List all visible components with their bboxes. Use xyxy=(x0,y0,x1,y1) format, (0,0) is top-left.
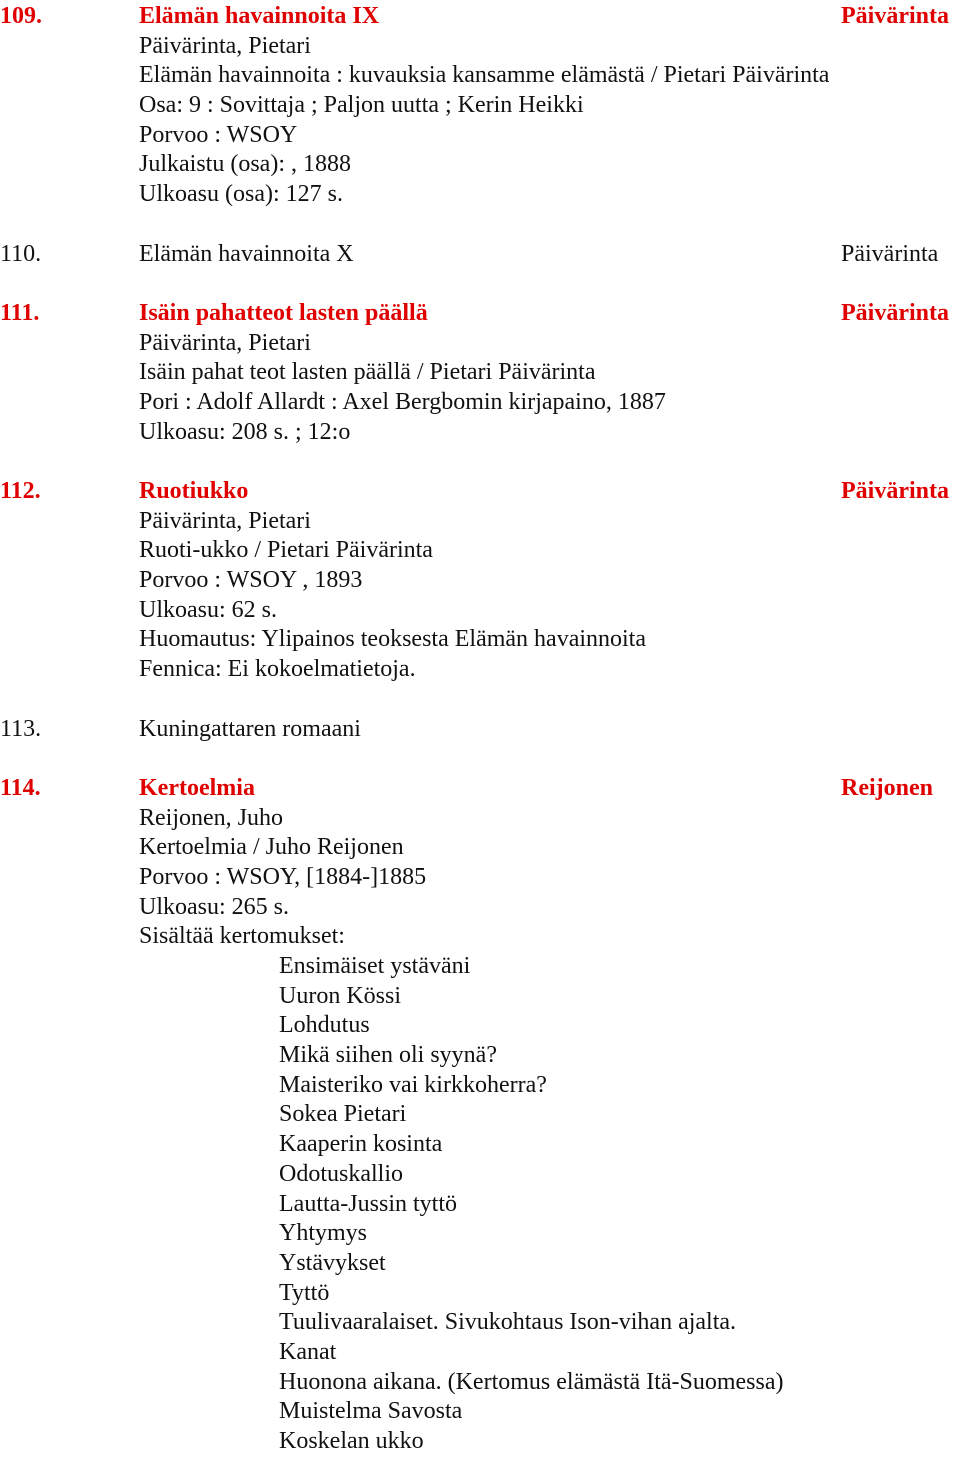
story-item xyxy=(0,1368,960,1398)
story-title: Maisteriko vai kirkkoherra? xyxy=(279,1071,547,1098)
entry-title: Elämän havainnoita X xyxy=(139,240,354,267)
detail-text: Huomautus: Ylipainos teoksesta Elämän havainnoita xyxy=(139,626,646,653)
blank-line xyxy=(0,269,960,299)
detail-text: Porvoo : WSOY xyxy=(139,121,298,148)
document-page xyxy=(0,2,960,1457)
entry-detail xyxy=(0,804,960,834)
entry-detail xyxy=(0,329,960,359)
story-item xyxy=(0,1130,960,1160)
entry-detail xyxy=(0,833,960,863)
story-item xyxy=(0,1308,960,1338)
story-item xyxy=(0,1071,960,1101)
detail-text: Päivärinta, Pietari xyxy=(139,507,311,534)
story-title: Tuulivaaralaiset. Sivukohtaus Ison-vihan ajalta. xyxy=(279,1309,737,1336)
story-title: Ensimäiset ystäväni xyxy=(279,953,471,979)
entry-header xyxy=(0,2,960,32)
detail-text: Sisältää kertomukset: xyxy=(139,923,345,950)
entry-author: Reijonen xyxy=(841,774,933,801)
entry-detail xyxy=(0,121,960,151)
detail-text: Porvoo : WSOY , 1893 xyxy=(139,567,363,594)
entry-detail xyxy=(0,32,960,62)
story-item xyxy=(0,1397,960,1427)
detail-text: Osa: 9 : Sovittaja ; Paljon uutta ; Kerin Heikki xyxy=(139,92,584,119)
story-item xyxy=(0,1219,960,1249)
entry-detail xyxy=(0,91,960,121)
detail-text: Julkaistu (osa): , 1888 xyxy=(139,151,351,178)
entry-number: 113. xyxy=(0,715,42,742)
story-title: Yhtymys xyxy=(279,1220,368,1247)
story-title: Tyttö xyxy=(279,1279,330,1306)
detail-text: Ulkoasu: 62 s. xyxy=(139,596,277,623)
entry-title: Kuningattaren romaani xyxy=(139,715,361,742)
detail-text: Reijonen, Juho xyxy=(139,804,283,831)
story-item xyxy=(0,1427,960,1457)
story-item xyxy=(0,1160,960,1190)
detail-text: Ulkoasu (osa): 127 s. xyxy=(139,181,343,208)
story-item xyxy=(0,1190,960,1220)
blank-line xyxy=(0,685,960,715)
entry-header xyxy=(0,715,960,745)
story-title: Lohdutus xyxy=(279,1012,370,1039)
entry-number: 114. xyxy=(0,774,41,801)
entry-detail xyxy=(0,358,960,388)
detail-text: Isäin pahat teot lasten päällä / Pietari Päivärinta xyxy=(139,359,596,386)
entry-header xyxy=(0,774,960,804)
entry-author: Päivärinta xyxy=(841,3,949,29)
entry-detail xyxy=(0,61,960,91)
entry-number: 110. xyxy=(0,240,42,267)
entry-header xyxy=(0,240,960,270)
story-title: Ystävykset xyxy=(279,1249,386,1276)
entry-author: Päivärinta xyxy=(841,299,949,326)
entry-detail xyxy=(0,180,960,210)
entry-number: 112. xyxy=(0,478,41,504)
story-title: Lautta-Jussin tyttö xyxy=(279,1190,457,1217)
entry-detail xyxy=(0,566,960,596)
story-item xyxy=(0,1279,960,1309)
story-item xyxy=(0,1338,960,1368)
story-title: Kaaperin kosinta xyxy=(279,1131,443,1158)
detail-text: Päivärinta, Pietari xyxy=(139,329,311,356)
story-title: Mikä siihen oli syynä? xyxy=(279,1042,497,1069)
blank-line xyxy=(0,210,960,240)
story-title: Odotuskallio xyxy=(279,1160,403,1187)
detail-text: Porvoo : WSOY, [1884-]1885 xyxy=(139,863,427,890)
entry-detail xyxy=(0,655,960,685)
entry-title: Kertoelmia xyxy=(139,774,255,801)
story-title: Kanat xyxy=(279,1338,337,1365)
detail-text: Elämän havainnoita : kuvauksia kansamme elämästä / Pietari Päivärinta xyxy=(139,62,830,89)
detail-text: Pori : Adolf Allardt : Axel Bergbomin kirjapaino, 1887 xyxy=(139,388,666,415)
detail-text: Ruoti-ukko / Pietari Päivärinta xyxy=(139,537,433,564)
story-title: Huonona aikana. (Kertomus elämästä Itä-Suomessa) xyxy=(279,1368,784,1395)
entry-detail xyxy=(0,536,960,566)
entry-header xyxy=(0,477,960,507)
story-item xyxy=(0,952,960,982)
entry-detail xyxy=(0,388,960,418)
story-item xyxy=(0,1100,960,1130)
story-item xyxy=(0,1011,960,1041)
detail-text: Kertoelmia / Juho Reijonen xyxy=(139,834,404,861)
story-item xyxy=(0,1249,960,1279)
entry-title: Isäin pahatteot lasten päällä xyxy=(139,299,428,326)
story-item xyxy=(0,982,960,1012)
detail-text: Ulkoasu: 208 s. ; 12:o xyxy=(139,418,351,445)
entry-detail xyxy=(0,863,960,893)
detail-text: Fennica: Ei kokoelmatietoja. xyxy=(139,656,416,683)
entry-header xyxy=(0,299,960,329)
story-title: Koskelan ukko xyxy=(279,1428,424,1454)
entry-number: 111. xyxy=(0,299,40,326)
entry-detail xyxy=(0,893,960,923)
entry-detail xyxy=(0,418,960,448)
entry-author: Päivärinta xyxy=(841,478,949,504)
blank-line xyxy=(0,447,960,477)
detail-text: Ulkoasu: 265 s. xyxy=(139,893,289,920)
entry-detail xyxy=(0,625,960,655)
story-title: Uuron Kössi xyxy=(279,982,402,1009)
story-title: Sokea Pietari xyxy=(279,1101,407,1128)
story-title: Muistelma Savosta xyxy=(279,1398,463,1425)
detail-text: Päivärinta, Pietari xyxy=(139,32,311,59)
entry-detail xyxy=(0,507,960,537)
entry-number: 109. xyxy=(0,3,42,29)
entry-detail xyxy=(0,922,960,952)
story-item xyxy=(0,1041,960,1071)
blank-line xyxy=(0,744,960,774)
entry-author: Päivärinta xyxy=(841,240,939,267)
entry-detail xyxy=(0,596,960,626)
entry-title: Elämän havainnoita IX xyxy=(139,3,380,29)
entry-detail xyxy=(0,150,960,180)
entry-title: Ruotiukko xyxy=(139,478,249,504)
